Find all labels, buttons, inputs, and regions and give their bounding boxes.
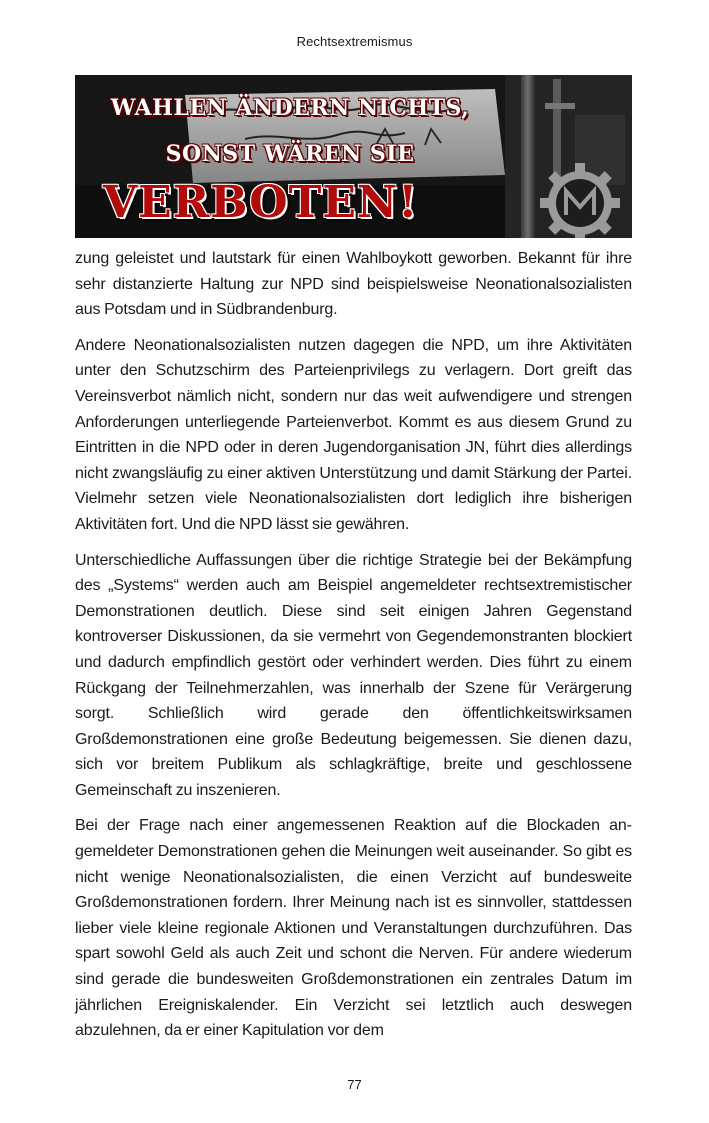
body-text xyxy=(75,246,632,1054)
paragraph: Andere Neonationalsozialisten nutzen dagegen die NPD, um ihre Aktivitäten unter den Schutzschirm des Parteienprivilegs zu verlagern. Dort greift das Vereinsverbot nämlich nicht, sondern nur das weit aufwendigere und strengen Anforderungen unterliegende Parteienverbot. Kommt es aus diesem Grund zu Eintritten in die NPD oder in deren Jugendorganisation JN, führt dies allerdings nicht zwangsläufig zu einer aktiven Unterstützung und damit Stärkung der Partei. Vielmehr setzen viele Neonationalsozialisten dort lediglich ihre bisherigen Aktivitäten fort. Und die NPD lässt sie gewähren. xyxy=(75,336,632,533)
slogan-line-2: SONST WÄREN SIE xyxy=(165,141,415,167)
paragraph: zung geleistet und lautstark für einen Wahlboykott geworben. Bekannt für ihre sehr distanzierte Haltung zur NPD sind beispielsweise Neonationalsozialisten aus Potsdam und in Südbrandenburg. xyxy=(75,250,632,319)
protest-banner-photo xyxy=(75,75,632,238)
slogan-line-1: WAHLEN ÄNDERN NICHTS, xyxy=(110,95,470,121)
slogan-line-3: VERBOTEN! xyxy=(103,177,419,228)
running-header: Rechtsextremismus xyxy=(296,34,413,49)
page-number: 77 xyxy=(347,1077,362,1092)
paragraph: Bei der Frage nach einer angemessenen Reaktion auf die Blockaden angemeldeter Demonstrationen gehen die Meinungen weit auseinander. So gibt es nicht wenige Neonationalsozialisten, die einen Verzicht auf bundesweite Großdemonstrationen fordern. Ihrer Meinung nach ist es sinnvoller, stattdessen lieber viele kleine regionale Aktionen und Veranstaltungen durchzuführen. Das spart sowohl Geld als auch Zeit und schont die Nerven. Für andere wiederum sind gerade die bundesweiten Großdemonstrationen ein zentrales Datum im jährlichen Ereigniskalender. Ein Verzicht sei letztlich auch deswegen abzulehnen, da er einer Kapitulation vor dem xyxy=(75,817,632,1040)
paragraph: Unterschiedliche Auffassungen über die richtige Strategie bei der Bekämpfung des „Systems“ werden auch am Beispiel angemeldeter rechtsextremistischer Demonstrationen deutlich. Diese sind seit einigen Jahren Gegenstand kontroverser Diskussionen, da sie vermehrt von Gegendemonstranten blockiert und dadurch empfindlich gestört oder verhindert werden. Dies führt zu einem Rückgang der Teilnehmerzahlen, was innerhalb der Szene für Verärgerung sorgt. Schließlich wird gerade den öffentlichkeitswirksamen Großdemonstrationen eine große Bedeutung beigemessen. Sie dienen dazu, sich vor breitem Publikum als schlagkräftige, breite und geschlossene Gemeinschaft zu inszenieren. xyxy=(75,551,632,799)
